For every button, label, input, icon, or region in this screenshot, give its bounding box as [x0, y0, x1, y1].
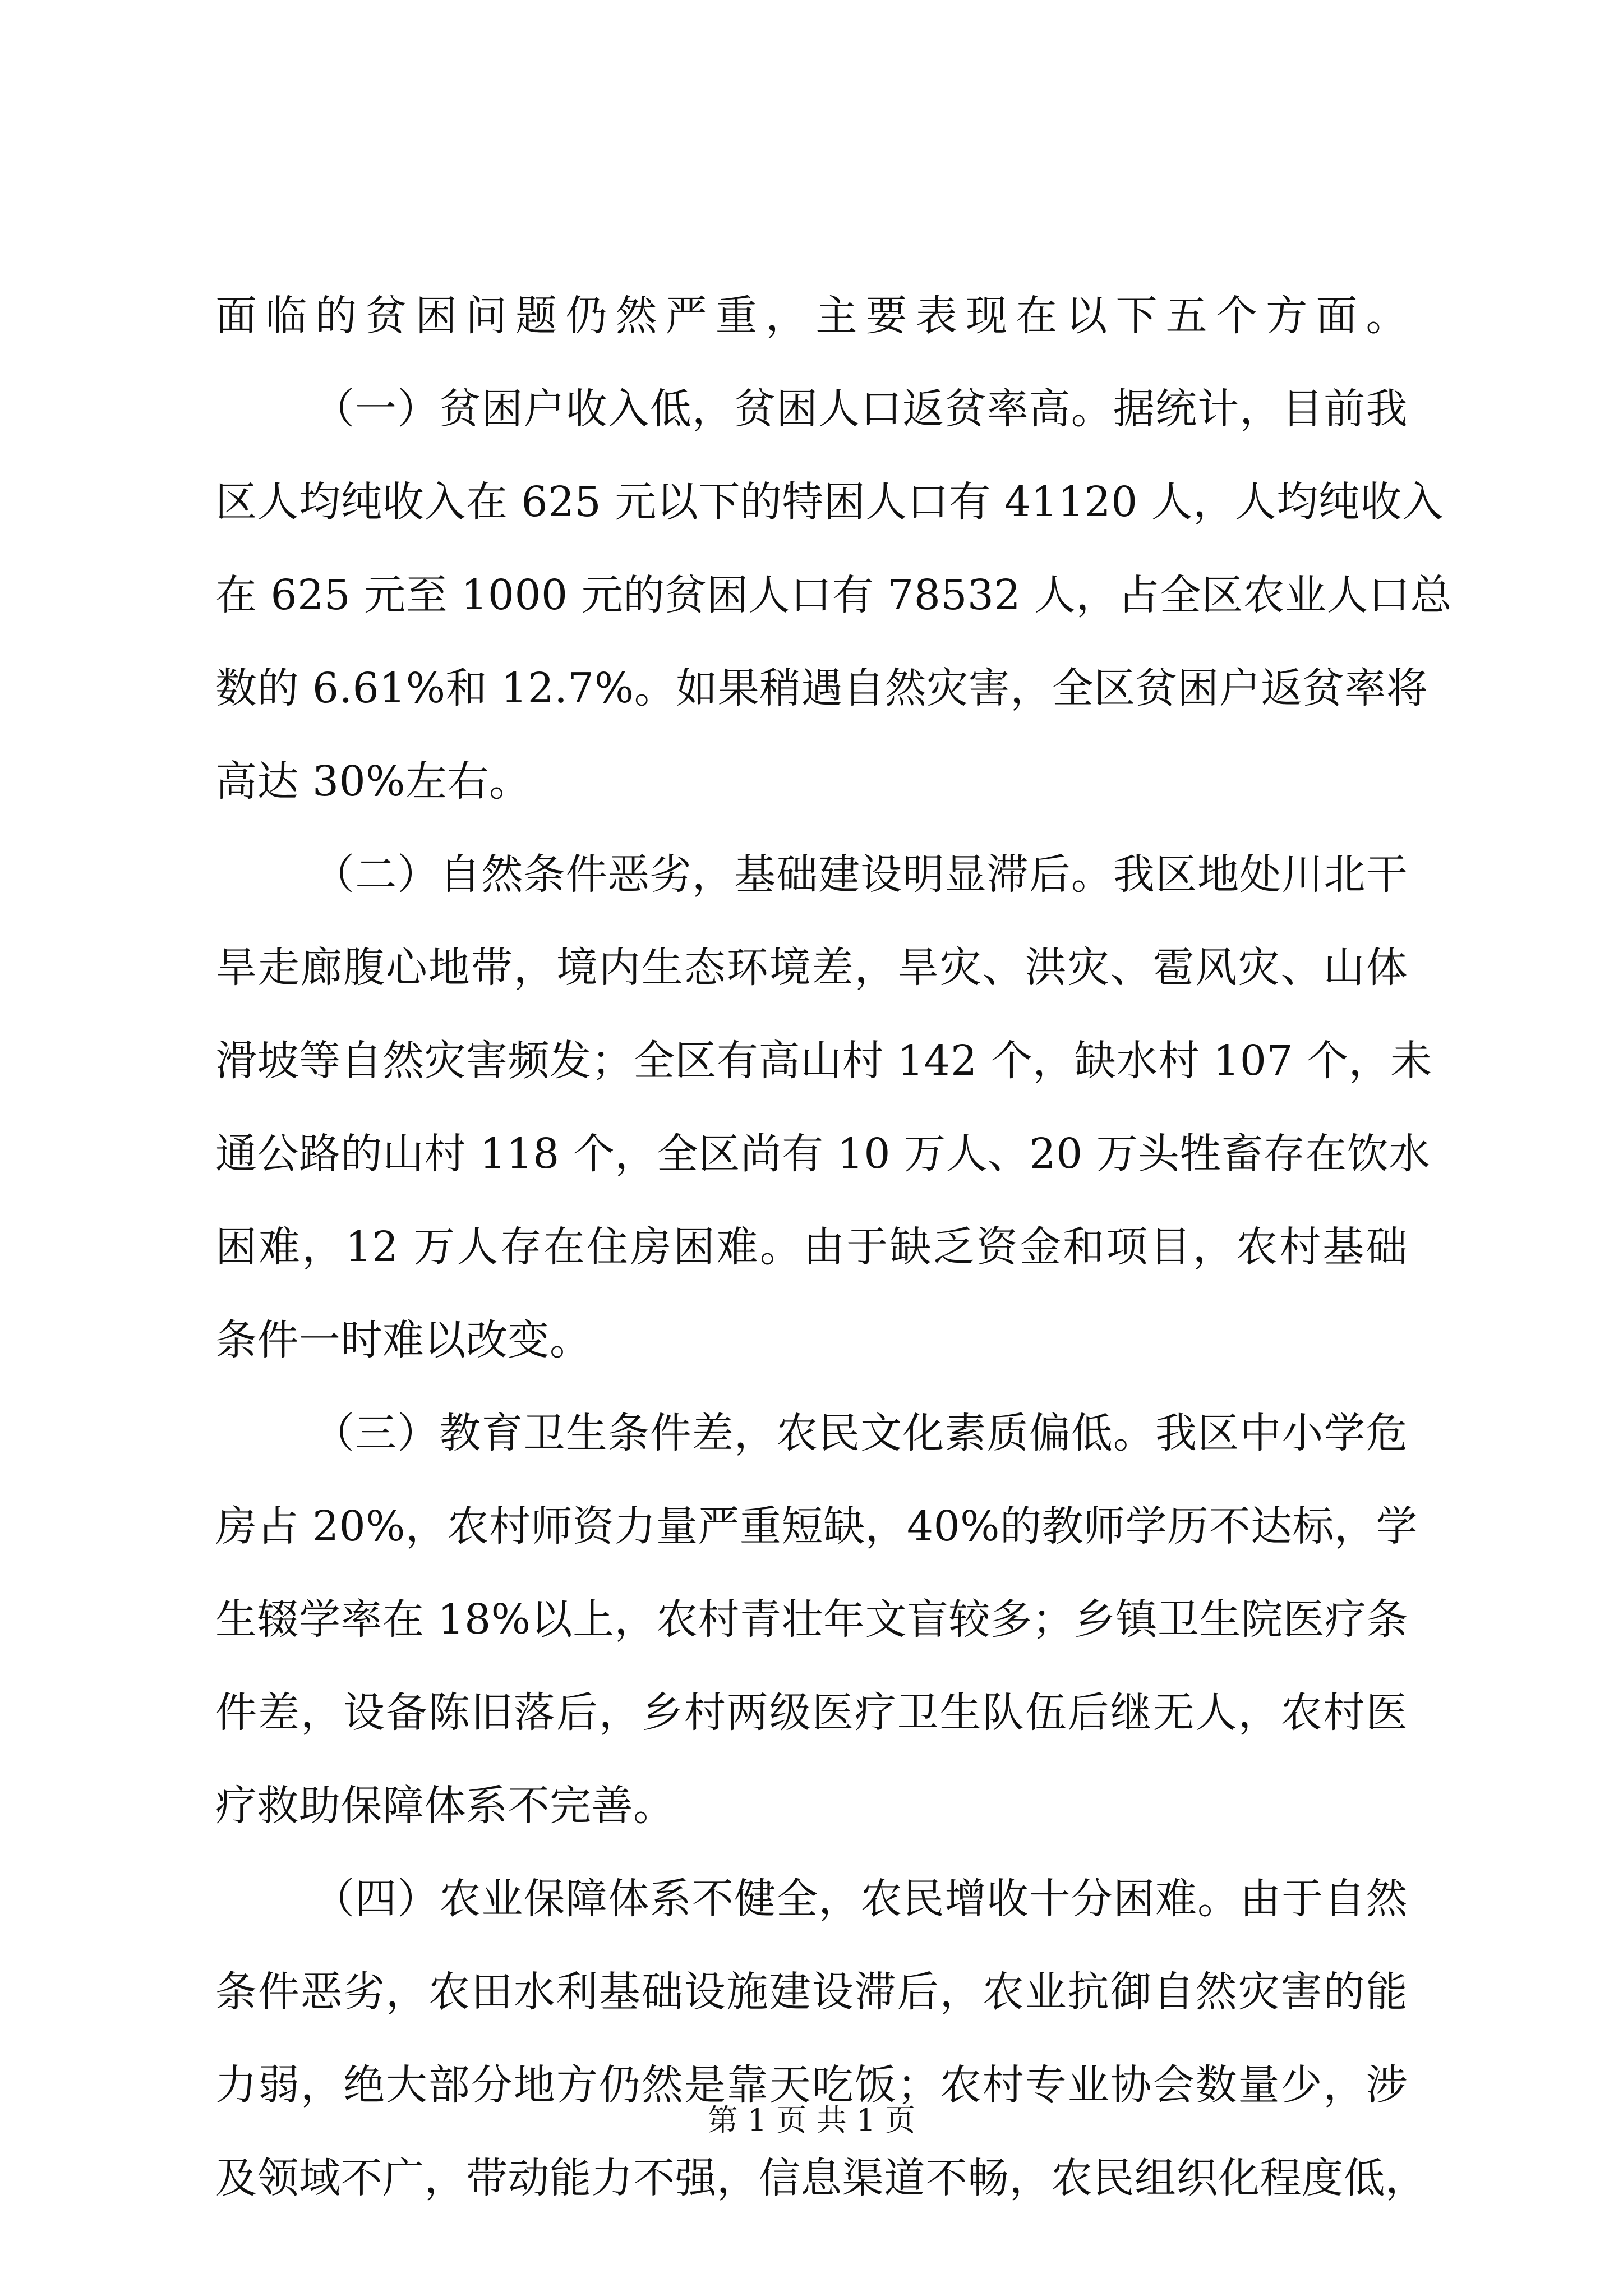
text-line: 数的 6.61%和 12.7%。如果稍遇自然灾害，全区贫困户返贫率将 — [215, 664, 1428, 712]
text-line: 房占 20%，农村师资力量严重短缺，40%的教师学历不达标，学 — [215, 1502, 1418, 1550]
text-line: 力弱，绝大部分地方仍然是靠天吃饭；农村专业协会数量少，涉 — [215, 2061, 1408, 2109]
page-footer: 第 1 页 共 1 页 — [707, 2102, 916, 2138]
text-line: 高达 30%左右。 — [215, 757, 531, 806]
text-line: 通公路的山村 118 个，全区尚有 10 万人、20 万头牲畜存在饮水 — [215, 1130, 1431, 1178]
text-line: 件差，设备陈旧落后，乡村两级医疗卫生队伍后继无人，农村医 — [215, 1688, 1408, 1737]
text-line: 面临的贫困问题仍然严重，主要表现在以下五个方面。 — [215, 292, 1408, 340]
text-line: 条件一时难以改变。 — [215, 1316, 592, 1364]
paragraph-start-line: （四）农业保障体系不健全，农民增收十分困难。由于自然 — [313, 1875, 1408, 1923]
paragraph-start-line: （一）贫困户收入低，贫困人口返贫率高。据统计，目前我 — [313, 385, 1408, 433]
text-line: 条件恶劣，农田水利基础设施建设滞后，农业抗御自然灾害的能 — [215, 1968, 1408, 2016]
text-line: 生辍学率在 18%以上，农村青壮年文盲较多；乡镇卫生院医疗条 — [215, 1595, 1408, 1644]
text-line: 区人均纯收入在 625 元以下的特困人口有 41120 人，人均纯收入 — [215, 478, 1444, 526]
document-body — [215, 269, 1453, 2225]
text-line: 疗救助保障体系不完善。 — [215, 1782, 675, 1830]
text-line: 滑坡等自然灾害频发；全区有高山村 142 个，缺水村 107 个，未 — [215, 1037, 1432, 1085]
text-line: 旱走廊腹心地带，境内生态环境差，旱灾、洪灾、雹风灾、山体 — [215, 944, 1408, 992]
paragraph-start-line: （三）教育卫生条件差，农民文化素质偏低。我区中小学危 — [313, 1409, 1408, 1457]
text-line: 及领域不广，带动能力不强，信息渠道不畅，农民组织化程度低， — [215, 2154, 1427, 2202]
text-line: 在 625 元至 1000 元的贫困人口有 78532 人，占全区农业人口总 — [215, 571, 1453, 619]
text-line: 困难，12 万人存在住房困难。由于缺乏资金和项目，农村基础 — [215, 1223, 1408, 1271]
paragraph-start-line: （二）自然条件恶劣，基础建设明显滞后。我区地处川北干 — [313, 850, 1408, 899]
